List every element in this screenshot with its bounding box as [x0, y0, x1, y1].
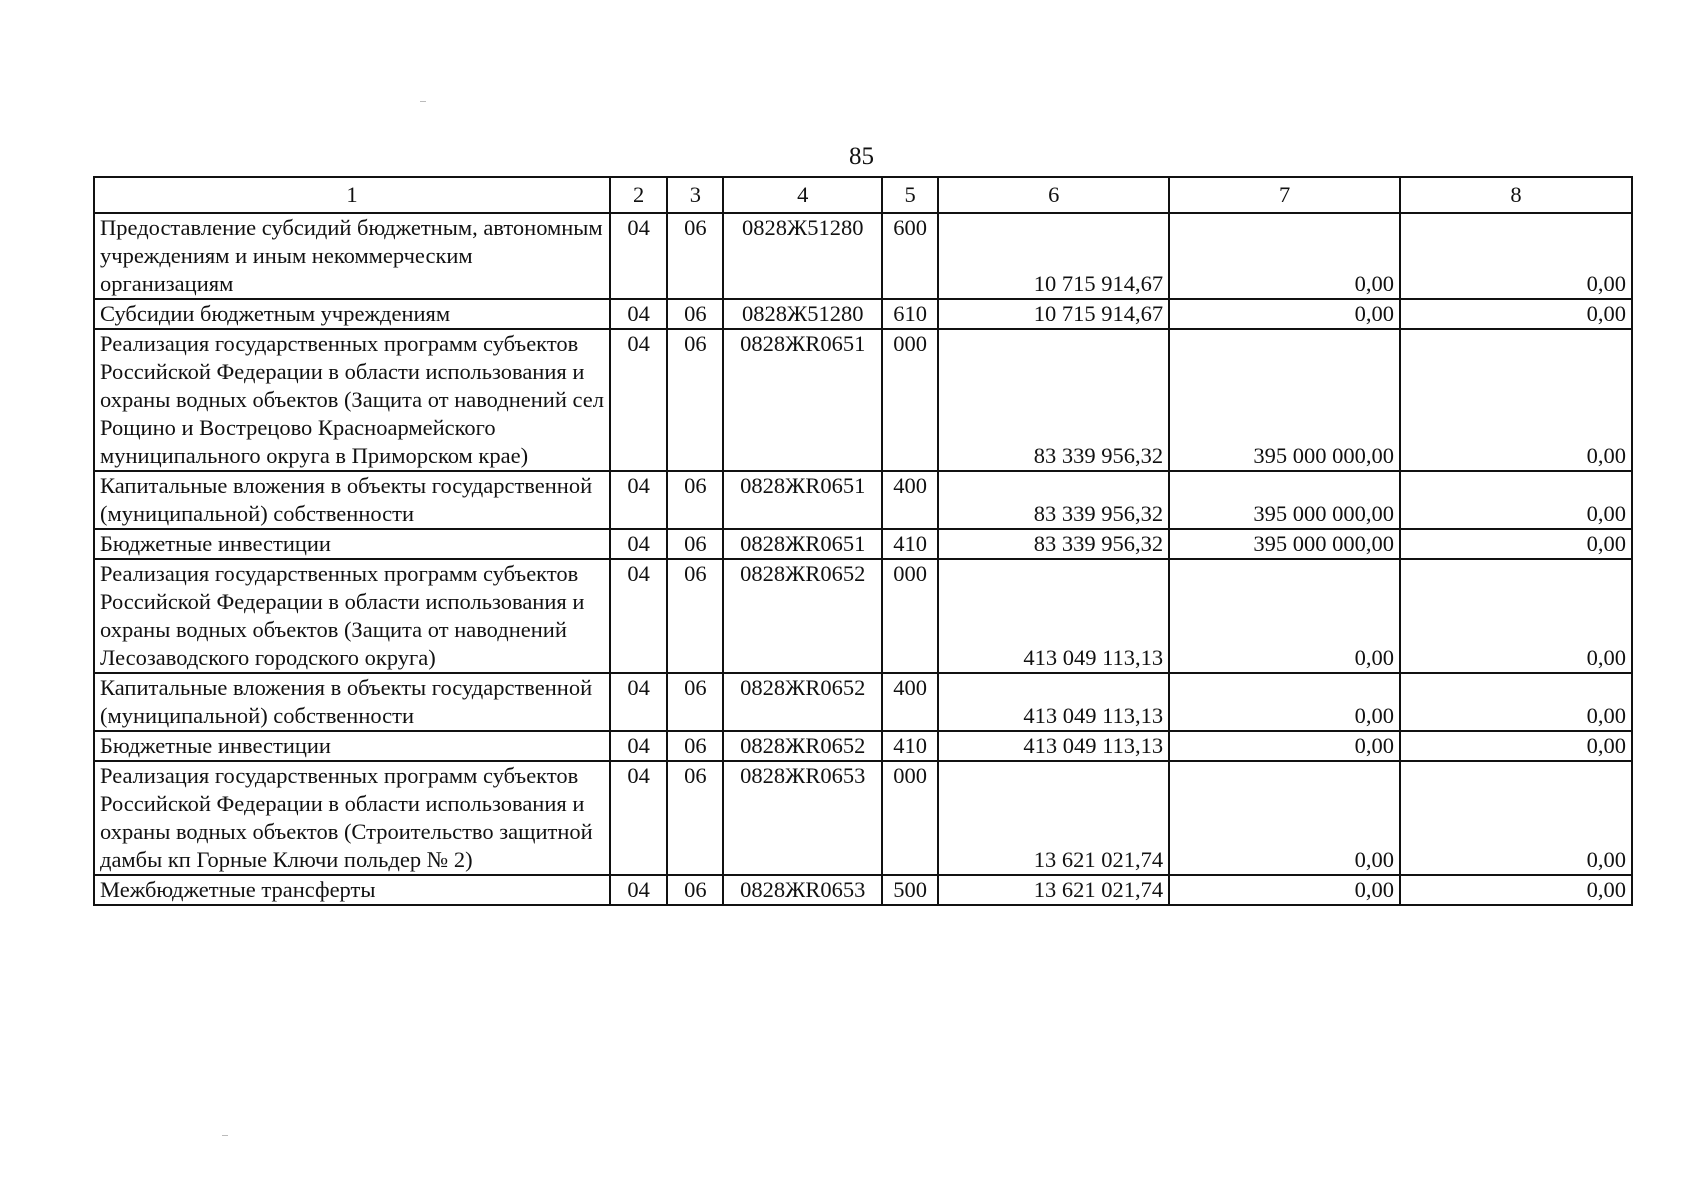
page-number: 85	[849, 143, 874, 170]
row-value-2: 0,00	[1169, 299, 1400, 329]
row-value-3: 0,00	[1400, 299, 1632, 329]
row-section: 04	[610, 213, 667, 299]
table-row	[94, 329, 1632, 471]
row-value-2: 0,00	[1169, 673, 1400, 731]
row-target: 0828Ж51280	[723, 213, 882, 299]
row-value-3: 0,00	[1400, 213, 1632, 299]
header-cell: 2	[610, 177, 667, 213]
table-row	[94, 761, 1632, 875]
row-section: 04	[610, 731, 667, 761]
table-row	[94, 471, 1632, 529]
row-type: 610	[882, 299, 938, 329]
row-subsection: 06	[667, 875, 723, 905]
table-header-row	[94, 177, 1632, 213]
row-value-2: 0,00	[1169, 761, 1400, 875]
row-name: Межбюджетные трансферты	[94, 875, 610, 905]
row-section: 04	[610, 529, 667, 559]
row-type: 000	[882, 761, 938, 875]
table-row	[94, 529, 1632, 559]
row-section: 04	[610, 673, 667, 731]
row-subsection: 06	[667, 471, 723, 529]
table-row	[94, 213, 1632, 299]
row-type: 000	[882, 329, 938, 471]
row-subsection: 06	[667, 559, 723, 673]
row-value-2: 0,00	[1169, 213, 1400, 299]
row-name: Капитальные вложения в объекты государственной (муниципальной) собственности	[94, 673, 610, 731]
header-cell: 3	[667, 177, 723, 213]
row-subsection: 06	[667, 529, 723, 559]
row-value-3: 0,00	[1400, 731, 1632, 761]
row-value-1: 83 339 956,32	[938, 471, 1169, 529]
row-value-3: 0,00	[1400, 471, 1632, 529]
row-target: 0828ЖR0652	[723, 559, 882, 673]
row-type: 600	[882, 213, 938, 299]
row-target: 0828ЖR0653	[723, 875, 882, 905]
table-body	[94, 177, 1632, 905]
row-name: Бюджетные инвестиции	[94, 731, 610, 761]
budget-table	[93, 176, 1633, 906]
row-section: 04	[610, 471, 667, 529]
row-subsection: 06	[667, 329, 723, 471]
row-subsection: 06	[667, 673, 723, 731]
row-target: 0828ЖR0651	[723, 529, 882, 559]
row-name: Реализация государственных программ субъектов Российской Федерации в области использования и охраны водных объектов (Защита от наводнений сел Рощино и Вострецово Красноармейского муниципального округа в Приморском крае)	[94, 329, 610, 471]
row-subsection: 06	[667, 761, 723, 875]
scan-mark	[420, 101, 426, 102]
row-target: 0828ЖR0653	[723, 761, 882, 875]
row-section: 04	[610, 299, 667, 329]
scan-mark	[222, 1135, 228, 1136]
row-value-2: 0,00	[1169, 731, 1400, 761]
row-name: Реализация государственных программ субъектов Российской Федерации в области использования и охраны водных объектов (Защита от наводнений Лесозаводского городского округа)	[94, 559, 610, 673]
row-name: Бюджетные инвестиции	[94, 529, 610, 559]
row-value-2: 0,00	[1169, 875, 1400, 905]
row-subsection: 06	[667, 299, 723, 329]
row-type: 400	[882, 471, 938, 529]
row-section: 04	[610, 761, 667, 875]
row-type: 500	[882, 875, 938, 905]
row-name: Реализация государственных программ субъектов Российской Федерации в области использования и охраны водных объектов (Строительство защитной дамбы кп Горные Ключи польдер № 2)	[94, 761, 610, 875]
row-value-1: 413 049 113,13	[938, 559, 1169, 673]
row-value-3: 0,00	[1400, 559, 1632, 673]
header-cell: 5	[882, 177, 938, 213]
row-name: Предоставление субсидий бюджетным, автономным учреждениям и иным некоммерческим организациям	[94, 213, 610, 299]
row-section: 04	[610, 559, 667, 673]
row-target: 0828ЖR0651	[723, 471, 882, 529]
row-value-1: 13 621 021,74	[938, 761, 1169, 875]
row-name: Капитальные вложения в объекты государственной (муниципальной) собственности	[94, 471, 610, 529]
table-row	[94, 673, 1632, 731]
row-value-3: 0,00	[1400, 761, 1632, 875]
table-row	[94, 731, 1632, 761]
row-target: 0828Ж51280	[723, 299, 882, 329]
row-value-2: 0,00	[1169, 559, 1400, 673]
table-row	[94, 559, 1632, 673]
row-type: 000	[882, 559, 938, 673]
table-row	[94, 875, 1632, 905]
header-cell: 6	[938, 177, 1169, 213]
row-value-1: 83 339 956,32	[938, 529, 1169, 559]
row-target: 0828ЖR0651	[723, 329, 882, 471]
row-section: 04	[610, 875, 667, 905]
row-value-2: 395 000 000,00	[1169, 529, 1400, 559]
row-value-1: 83 339 956,32	[938, 329, 1169, 471]
row-value-3: 0,00	[1400, 329, 1632, 471]
row-value-1: 10 715 914,67	[938, 299, 1169, 329]
header-cell: 7	[1169, 177, 1400, 213]
row-subsection: 06	[667, 731, 723, 761]
row-section: 04	[610, 329, 667, 471]
row-target: 0828ЖR0652	[723, 673, 882, 731]
row-subsection: 06	[667, 213, 723, 299]
row-value-1: 413 049 113,13	[938, 673, 1169, 731]
row-target: 0828ЖR0652	[723, 731, 882, 761]
row-type: 410	[882, 529, 938, 559]
row-type: 400	[882, 673, 938, 731]
row-value-3: 0,00	[1400, 529, 1632, 559]
header-cell: 1	[94, 177, 610, 213]
header-cell: 4	[723, 177, 882, 213]
row-name: Субсидии бюджетным учреждениям	[94, 299, 610, 329]
row-value-1: 13 621 021,74	[938, 875, 1169, 905]
header-cell: 8	[1400, 177, 1632, 213]
row-value-3: 0,00	[1400, 875, 1632, 905]
row-value-1: 10 715 914,67	[938, 213, 1169, 299]
table-row	[94, 299, 1632, 329]
row-value-2: 395 000 000,00	[1169, 329, 1400, 471]
row-value-1: 413 049 113,13	[938, 731, 1169, 761]
row-type: 410	[882, 731, 938, 761]
row-value-3: 0,00	[1400, 673, 1632, 731]
row-value-2: 395 000 000,00	[1169, 471, 1400, 529]
